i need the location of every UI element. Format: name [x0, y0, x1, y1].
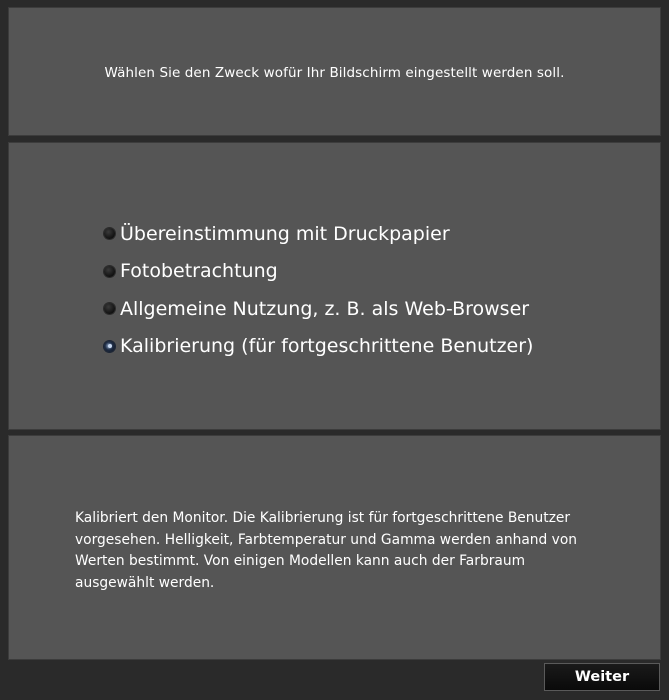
radio-unselected-icon[interactable] [104, 228, 115, 239]
description-text: Kalibriert den Monitor. Die Kalibrierung ist für fortgeschrittene Benutzer vorgesehen. Helligkeit, Farbtemperatur und Gamma werden anhand von Werten bestimmt. Von einigen Modellen kann auch der Farbraum ausgewählt werden. [75, 510, 578, 591]
option-calibration[interactable] [104, 328, 533, 366]
option-print-paper[interactable] [104, 215, 533, 253]
option-label: Übereinstimmung mit Druckpapier [120, 222, 450, 245]
option-label: Fotobetrachtung [120, 260, 278, 283]
option-label: Kalibrierung (für fortgeschrittene Benutzer) [120, 335, 534, 358]
radio-unselected-icon[interactable] [104, 266, 115, 277]
description-panel [8, 435, 661, 660]
next-button[interactable]: Weiter [544, 663, 660, 691]
purpose-radio-group [104, 215, 533, 365]
radio-selected-icon[interactable] [104, 341, 115, 352]
instruction-text: Wählen Sie den Zweck wofür Ihr Bildschirm eingestellt werden soll. [104, 65, 565, 81]
instruction-panel [8, 7, 661, 136]
purpose-options-panel [8, 142, 661, 430]
option-label: Allgemeine Nutzung, z. B. als Web-Browser [120, 297, 530, 320]
option-photo-viewing[interactable] [104, 253, 533, 291]
radio-unselected-icon[interactable] [104, 303, 115, 314]
option-general-use[interactable] [104, 290, 533, 328]
